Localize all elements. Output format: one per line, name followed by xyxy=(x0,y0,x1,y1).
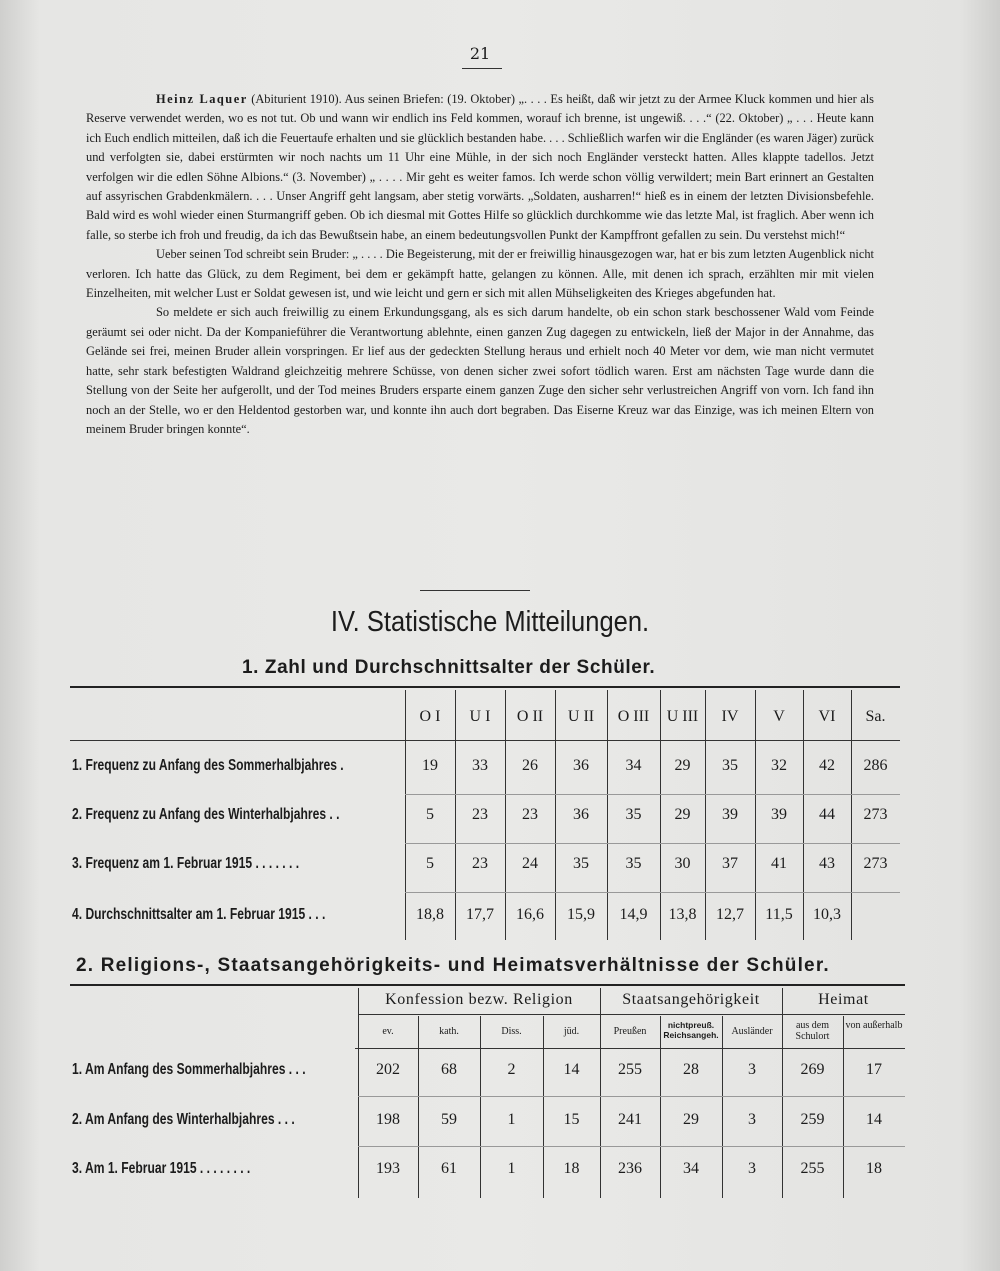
page-number: 21 xyxy=(469,44,491,63)
table2-cell: 255 xyxy=(800,1160,825,1177)
table1-column-header: VI xyxy=(818,708,836,725)
letter-paragraph-3: So meldete er sich auch freiwillig zu einem Erkundungsgang, als es sich darum handelte, ob ein schon stark beschossener Wald vom Feinde geräumt sei oder nicht. Da der Kompanieführer die Verantwortung ablehnte, einen ganzen Zug dagegen zu entwickeln, ließ der Major in der Annahme, das Gelände sei frei, meinen Bruder allein vorspringen. Er lief aus der gedeckten Stellung heraus und erhielt noch 40 Meter vor dem, wie man nicht vermutet hatte, sehr stark befestigten Waldrand gleichzeitig mehrere Schüsse, von denen sicher zwei sofort tödlich waren. Erst am nächsten Tage wurde dann die Stellung von der Seite her aufgerollt, und der Tod meines Bruders ersparte einem ganzen Zuge den sicher sehr verlustreichen Angriff von vorn. Ich fand ihn noch an der Stelle, wo er den Heldentod gestorben war, und konnte ihn auch dort begraben. Das Eiserne Kreuz war das Einzige, was ich meinen Eltern von meinem Bruder bringen konnte“. xyxy=(86,305,874,436)
table2-header-rule xyxy=(355,1048,905,1049)
table2-cell: 61 xyxy=(441,1160,457,1177)
table1-title: 1. Zahl und Durchschnittsalter der Schüler. xyxy=(242,657,656,678)
table2-cell: 18 xyxy=(563,1160,580,1177)
table1-column-header: Sa. xyxy=(865,708,886,725)
table2-column-header: kath. xyxy=(439,1026,459,1037)
table1-cell: 19 xyxy=(422,757,438,774)
table1-cell: 36 xyxy=(573,806,589,823)
table2-top-rule xyxy=(70,984,905,986)
table1-row-label: 4. Durchschnittsalter am 1. Februar 1915 . . . xyxy=(72,906,326,923)
section-separator xyxy=(420,590,530,591)
table2-cell: 15 xyxy=(563,1111,580,1128)
table2-cell: 2 xyxy=(507,1061,516,1078)
table1-cell: 36 xyxy=(573,757,589,774)
table1-column-header: O III xyxy=(617,708,650,725)
table2-cell: 198 xyxy=(376,1111,400,1128)
table1-top-rule xyxy=(70,686,900,688)
table2-row-label: 2. Am Anfang des Winterhalbjahres . . . xyxy=(72,1111,295,1128)
table1-cell: 39 xyxy=(722,806,738,823)
table1-cell: 35 xyxy=(722,757,738,774)
table2-cell: 241 xyxy=(618,1111,642,1128)
table2-column-header: Preußen xyxy=(613,1026,647,1037)
table1-cell: 30 xyxy=(674,855,691,872)
table2-column-header: ev. xyxy=(382,1026,394,1037)
table2-column-header: jüd. xyxy=(563,1026,580,1037)
table2-column-header: von außerhalb xyxy=(845,1020,903,1031)
table1-cell: 14,9 xyxy=(619,906,648,923)
table1-cell: 23 xyxy=(472,855,488,872)
person-name: Heinz Laquer xyxy=(156,92,248,106)
table1-cell: 23 xyxy=(522,806,538,823)
table2-cell: 202 xyxy=(376,1061,400,1078)
table2-cell: 18 xyxy=(866,1160,882,1177)
table1-cell: 35 xyxy=(625,855,642,872)
table1-cell: 43 xyxy=(819,855,835,872)
table2-cell: 68 xyxy=(441,1061,457,1078)
letter-paragraph-1 xyxy=(86,90,874,245)
table1-cell: 286 xyxy=(863,757,888,774)
table2-title: 2. Religions-, Staatsangehörigkeits- und Heimatsverhältnisse der Schüler. xyxy=(76,955,830,976)
table1-cell: 17,7 xyxy=(466,906,494,923)
page-number-rule xyxy=(462,68,502,69)
table1-row-label: 2. Frequenz zu Anfang des Winterhalbjahres . . xyxy=(72,806,340,823)
table2-row-rule xyxy=(358,1146,905,1147)
table1-cell: 10,3 xyxy=(813,906,841,923)
table1-column-header: O II xyxy=(516,708,544,725)
table1-cell: 12,7 xyxy=(716,906,744,923)
table2-cell: 59 xyxy=(441,1111,457,1128)
table1-row-rule xyxy=(405,794,900,795)
table1-row-label: 1. Frequenz zu Anfang des Sommerhalbjahres . xyxy=(72,757,344,774)
table2-cell: 236 xyxy=(618,1160,642,1177)
table1-cell: 37 xyxy=(722,855,738,872)
table2-row-label: 1. Am Anfang des Sommerhalbjahres . . . xyxy=(72,1061,306,1078)
table1-cell: 18,8 xyxy=(416,906,444,923)
table1-cell: 5 xyxy=(426,855,434,872)
table1-column-header: U II xyxy=(567,708,595,725)
table2-cell: 3 xyxy=(748,1111,756,1128)
table2-column-header: nichtpreuß. Reichsangeh. xyxy=(663,1020,719,1040)
table2-cell: 3 xyxy=(748,1061,756,1078)
table2-column-header: Diss. xyxy=(501,1026,522,1037)
table2-cell: 34 xyxy=(683,1160,699,1177)
letter-text xyxy=(86,90,874,439)
table1-cell: 13,8 xyxy=(668,906,697,923)
table2-cell: 14 xyxy=(866,1111,882,1128)
table2-cell: 17 xyxy=(866,1061,882,1078)
table1-cell: 34 xyxy=(625,757,642,774)
table1-column-header: U III xyxy=(666,708,699,725)
table1-cell: 15,9 xyxy=(567,906,595,923)
table1-cell: 23 xyxy=(472,806,488,823)
table1-cell: 16,6 xyxy=(516,906,544,923)
table1-column-header: O I xyxy=(419,708,441,725)
table1-cell: 273 xyxy=(863,806,888,823)
section-title: IV. Statistische Mitteilungen. xyxy=(330,606,650,638)
table2-row-rule xyxy=(358,1096,905,1097)
table2-cell: 1 xyxy=(507,1160,516,1177)
table1-cell: 33 xyxy=(472,757,488,774)
table2-group-header: Konfession bezw. Religion xyxy=(385,991,573,1008)
table2-cell: 14 xyxy=(563,1061,580,1078)
letter-paragraph-2: Ueber seinen Tod schreibt sein Bruder: „ . . . . Die Begeisterung, mit der er freiwillig hinausgezogen war, hat er bis zum letzten Augenblick nicht verloren. Ich hatte das Glück, zu dem Regiment, bei dem er gekämpft hatte, gelangen zu können. Alle, mit denen ich sprach, erzählten mir mit vielen Einzelheiten, mit welcher Lust er Soldat gewesen ist, und wie leicht und gern er sich mit allen Mühseligkeiten des Krieges abgefunden hat. xyxy=(86,247,874,301)
letter-paragraph-1-text: (Abiturient 1910). Aus seinen Briefen: (19. Oktober) „. . . . Es heißt, daß wir jetzt zu der Armee Kluck kommen und hier als Reserve verwendet werden, wo es not tut. Ob und wann wir endlich ins Feld kommen, worauf ich brenne, ist ungewiß. . . .“ (22. Oktober) „ . . . Heute kann ich Euch endlich mitteilen, daß ich die Feuertaufe erhalten und sie glücklich bestanden habe. . . . Schließlich warfen wir die Engländer (es waren Jäger) zurück und verfolgten sie, dabei erstürmten wir noch nachts um 11 Uhr eine Mühle, in der sich noch Engländer versteckt hatten. Alles klappte tadellos. Jetzt verfolgen wir die edlen Söhne Albions.“ (3. November) „ . . . . Mir geht es weiter famos. Ich werde schon völlig verwildert; mein Bart erinnert an Gestalten auf assyrischen Grabdenkmälern. . . . Unser Angriff geht langsam, aber stetig vorwärts. „Soldaten, ausharren!“ hieß es in einem der letzten Divisionsbefehle. Bald wird es wohl wieder einen Sturmangriff geben. Ob ich diesmal mit Gottes Hilfe so glücklich durchkomme wie das letzte Mal, ist fraglich. Aber wenn ich falle, so sterbe ich froh und freudig, da ich das Bewußtsein habe, an einem bedeutungsvollen Punkt der Kampffront gefallen zu sein. Du verstehst mich!“ xyxy=(86,92,874,242)
table2-column-header: Ausländer xyxy=(731,1026,773,1037)
table1-cell: 32 xyxy=(771,757,787,774)
table2-group-header: Staatsangehörigkeit xyxy=(622,991,760,1008)
table1-cell: 29 xyxy=(674,757,691,774)
table2-group-rule xyxy=(358,1014,905,1015)
table1-cell: 39 xyxy=(771,806,787,823)
table2-cell: 1 xyxy=(507,1111,516,1128)
table1-column-header: IV xyxy=(721,708,739,725)
table2-cell: 255 xyxy=(618,1061,642,1078)
table2-group-header: Heimat xyxy=(818,991,869,1008)
table1-row-rule xyxy=(405,892,900,893)
table1-column-header: V xyxy=(773,708,785,725)
table1-cell: 35 xyxy=(573,855,589,872)
table1-cell: 35 xyxy=(625,806,642,823)
table2-column-header: aus dem Schulort xyxy=(795,1020,830,1042)
table2-row-label: 3. Am 1. Februar 1915 . . . . . . . . xyxy=(72,1160,251,1177)
table1-cell: 26 xyxy=(522,757,538,774)
table2-cell: 193 xyxy=(376,1160,400,1177)
table1-cell: 24 xyxy=(522,855,538,872)
table1-cell: 273 xyxy=(863,855,888,872)
table1-column-header: U I xyxy=(469,708,491,725)
table1-cell: 29 xyxy=(674,806,691,823)
table1-cell: 41 xyxy=(771,855,787,872)
table2-cell: 29 xyxy=(683,1111,699,1128)
table1-header-rule xyxy=(70,740,900,741)
table2-cell: 3 xyxy=(748,1160,756,1177)
table1-cell: 5 xyxy=(426,806,434,823)
table1-row-rule xyxy=(405,843,900,844)
table1-row-label: 3. Frequenz am 1. Februar 1915 . . . . . . . xyxy=(72,855,300,872)
table2-cell: 269 xyxy=(800,1061,825,1078)
table2-cell: 28 xyxy=(683,1061,699,1078)
table2-cell: 259 xyxy=(800,1111,825,1128)
table1-cell: 11,5 xyxy=(765,906,793,923)
table1-cell: 42 xyxy=(819,757,835,774)
table1-cell: 44 xyxy=(819,806,835,823)
